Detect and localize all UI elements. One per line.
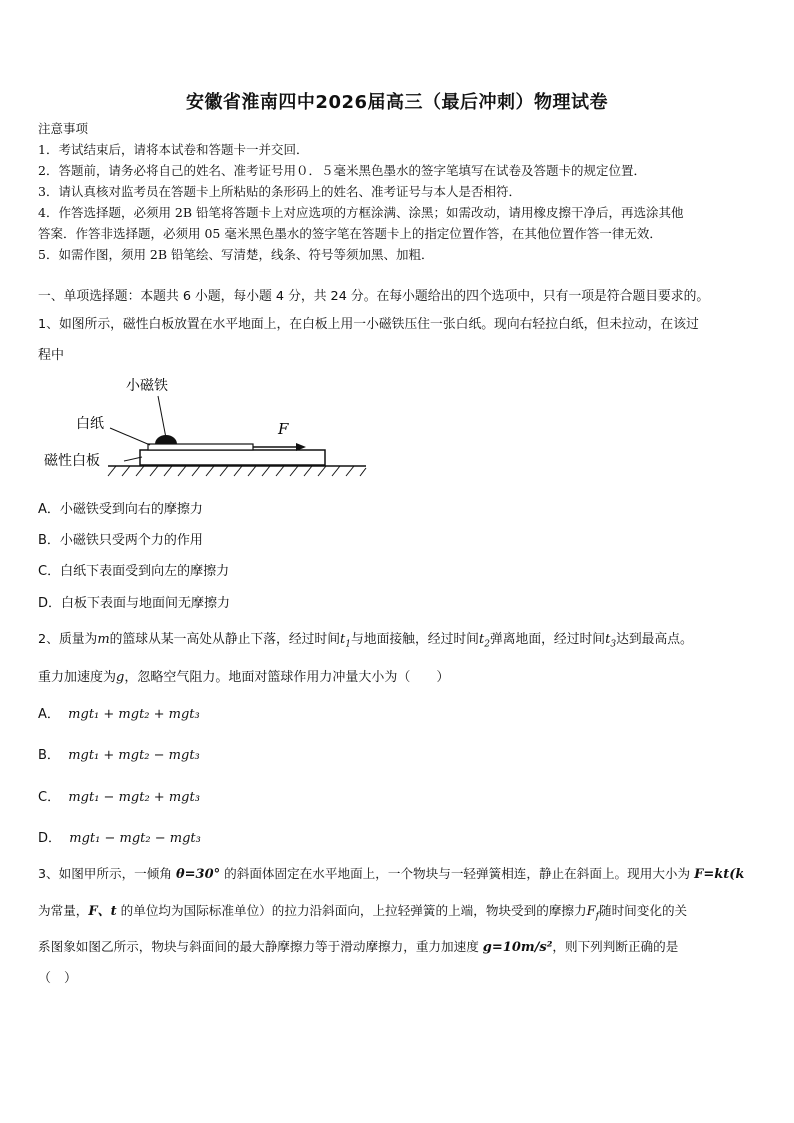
q1-option-a[interactable]: A．小磁铁受到向右的摩擦力	[38, 502, 203, 517]
magnet-board-diagram	[38, 368, 368, 480]
q2-option-b[interactable]: B． mgt₁ + mgt₂ − mgt₃	[38, 748, 200, 763]
q2-stem-line1: 2、质量为m的篮球从某一高处从静止下落，经过时间$t_1$与地面接触，经过时间$t_2$弹离地面，经过时间$t_3$达到最高点。	[38, 632, 693, 650]
q2-option-a[interactable]: A． mgt₁ + mgt₂ + mgt₃	[38, 707, 200, 722]
board-label: 磁性白板	[44, 453, 100, 469]
section-heading: 一、单项选择题：本题共 6 小题，每小题 4 分，共 24 分。在每小题给出的四个选项中，只有一项是符合题目要求的。	[38, 289, 710, 304]
paper-shape	[148, 444, 253, 450]
notice-item: 5．如需作图，须用 2B 铅笔绘、写清楚，线条、符号等须加黑、加粗．	[38, 247, 434, 262]
notice-item: 1．考试结束后，请将本试卷和答题卡一并交回．	[38, 142, 309, 157]
notice-item: 3．请认真核对监考员在答题卡上所粘贴的条形码上的姓名、准考证号与本人是否相符．	[38, 184, 521, 199]
paper-label: 白纸	[76, 416, 104, 432]
paper-leader	[110, 428, 150, 445]
q3-stem-line1: 3、如图甲所示，一倾角 θ=30° 的斜面体固定在水平地面上，一个物块与一轻弹簧相连，静止在斜面上。现用大小为 F=kt(k	[38, 866, 745, 882]
q3-stem-line3: 系图象如图乙所示，物块与斜面间的最大静摩擦力等于滑动摩擦力，重力加速度 g=10m/s²，则下列判断正确的是	[38, 939, 679, 955]
q3-stem-line2: 为常量，F、t 的单位均为国际标准单位）的拉力沿斜面向，上拉轻弹簧的上端，物块受到的摩擦力$F_f$随时间变化的关	[38, 903, 688, 922]
notice-block	[38, 118, 768, 265]
magnet-leader	[158, 396, 166, 438]
q2-option-d[interactable]: D． mgt₁ − mgt₂ − mgt₃	[38, 831, 201, 846]
force-label: F	[278, 420, 289, 438]
q1-option-b[interactable]: B．小磁铁只受两个力的作用	[38, 533, 203, 548]
notice-item: 2．答题前，请务必将自己的姓名、准考证号用０．５毫米黑色墨水的签字笔填写在试卷及答题卡的规定位置．	[38, 163, 646, 178]
magnet-label: 小磁铁	[126, 378, 168, 394]
q2-stem-line2: 重力加速度为g，忽略空气阻力。地面对篮球作用力冲量大小为（ ）	[38, 670, 450, 685]
board-shape	[140, 450, 325, 465]
notice-item: 答案．作答非选择题，必须用 05 毫米黑色墨水的签字笔在答题卡上的指定位置作答，在其他位置作答一律无效．	[38, 226, 662, 241]
q2-option-c[interactable]: C． mgt₁ − mgt₂ + mgt₃	[38, 790, 200, 805]
q1-option-d[interactable]: D．白板下表面与地面间无摩擦力	[38, 596, 231, 611]
q1-option-c[interactable]: C．白纸下表面受到向左的摩擦力	[38, 564, 230, 579]
notice-heading: 注意事项	[38, 121, 89, 136]
notice-item: 4．作答选择题，必须用 2B 铅笔将答题卡上对应选项的方框涂满、涂黑；如需改动，请用橡皮擦干净后，再选涂其他	[38, 205, 684, 220]
ground-hatch	[108, 466, 366, 476]
q1-stem-line1: 1、如图所示，磁性白板放置在水平地面上，在白板上用一小磁铁压住一张白纸。现向右轻拉白纸，但未拉动，在该过	[38, 317, 699, 332]
page-title: 安徽省淮南四中2026届高三（最后冲刺）物理试卷	[185, 92, 609, 113]
q1-stem-line2: 程中	[38, 348, 65, 363]
q3-stem-line4: （ ）	[38, 971, 78, 986]
q1-figure	[38, 368, 368, 484]
